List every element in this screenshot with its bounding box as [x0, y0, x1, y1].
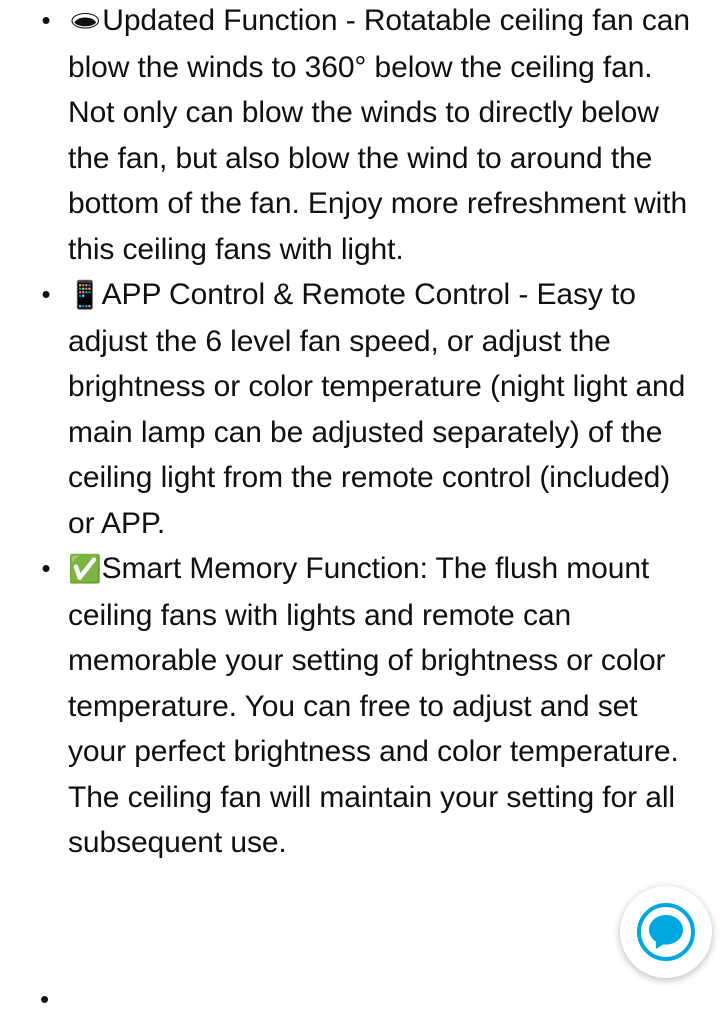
list-item-text: Smart Memory Function: The flush mount ceiling fans with lights and remote can memorable your setting of brightness or color temperature. You can free to adjust and set your perfect brightness and color temperature. The ceiling fan will maintain your setting for all subsequent use.: [68, 552, 679, 859]
check-mark-icon: ✅: [68, 554, 102, 585]
list-item-text: Updated Function - Rotatable ceiling fan can blow the winds to 360° below the ceiling fan. Not only can blow the winds to directly below the fan, but also blow the wind to around the bottom of the fan. Enjoy more refreshment with this ceiling fans with light.: [68, 4, 690, 266]
mobile-phone-icon: 📱: [68, 280, 102, 311]
list-item: [0, 0, 720, 272]
list-item-text: APP Control & Remote Control - Easy to adjust the 6 level fan speed, or adjust the brightness or color temperature (night light and main lamp can be adjusted separately) of the ceiling light from the remote control (included) or APP.: [68, 278, 686, 540]
bullet-marker: •: [41, 553, 51, 583]
bullet-marker: •: [41, 279, 51, 309]
list-item: [0, 272, 720, 546]
bullet-marker: •: [41, 5, 51, 35]
alexa-chat-button[interactable]: [620, 886, 712, 978]
funnel-icon: 🕳: [68, 6, 103, 37]
next-bullet-partial: •: [40, 984, 50, 1014]
chat-bubble-icon: [637, 903, 695, 961]
list-item: [0, 546, 720, 866]
